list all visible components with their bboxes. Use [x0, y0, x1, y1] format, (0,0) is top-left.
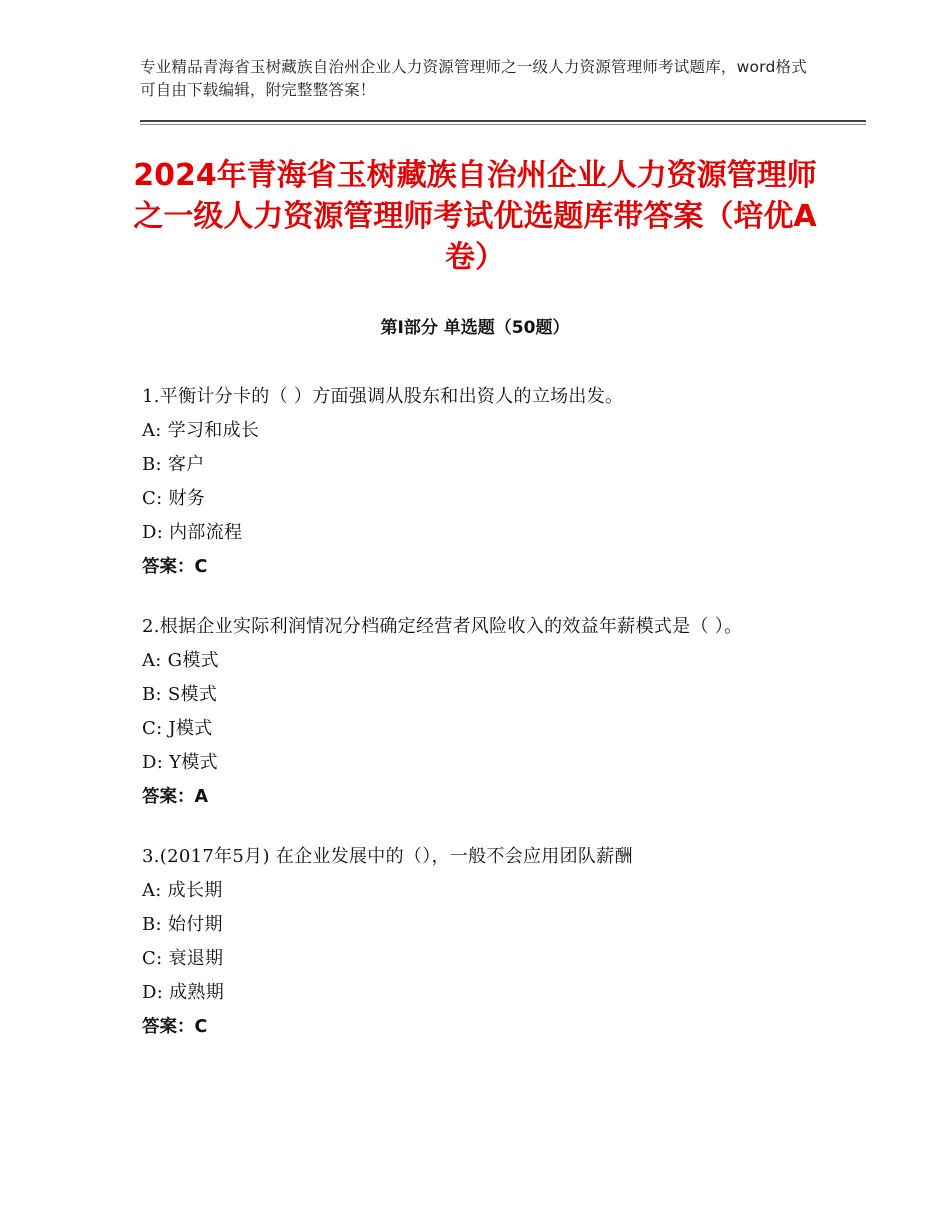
- section-title: 第Ⅰ部分 单选题（50题）: [380, 318, 570, 338]
- answer: 答案：C: [142, 1017, 208, 1037]
- answer: 答案：C: [142, 557, 208, 577]
- document-title: 2024年青海省玉树藏族自治州企业人力资源管理师之一级人力资源管理师考试优选题库带答案（培优A卷）: [133, 158, 817, 275]
- option-b: B: 客户: [142, 454, 205, 475]
- question-stem: 2.根据企业实际利润情况分档确定经营者风险收入的效益年薪模式是（ ）。: [142, 616, 743, 637]
- question-stem: 1.平衡计分卡的（ ）方面强调从股东和出资人的立场出发。: [142, 386, 624, 407]
- option-c: C: 财务: [142, 488, 206, 509]
- option-a: A: G模式: [142, 650, 219, 671]
- option-d: D: 内部流程: [142, 522, 243, 543]
- option-a: A: 学习和成长: [142, 420, 260, 441]
- question-2: [142, 614, 822, 810]
- option-a: A: 成长期: [142, 880, 223, 901]
- option-d: D: Y模式: [142, 752, 218, 773]
- header-note: 专业精品青海省玉树藏族自治州企业人力资源管理师之一级人力资源管理师考试题库，word格式可自由下载编辑，附完整整答案！: [140, 58, 807, 99]
- header-rule-thin: [140, 124, 866, 125]
- option-c: C: 衰退期: [142, 948, 224, 969]
- question-stem: 3.(2017年5月) 在企业发展中的（），一般不会应用团队薪酬: [142, 846, 633, 867]
- option-b: B: 始付期: [142, 914, 223, 935]
- option-b: B: S模式: [142, 684, 218, 705]
- question-3: [142, 844, 822, 1040]
- option-c: C: J模式: [142, 718, 213, 739]
- header-rule-thick: [140, 120, 866, 122]
- option-d: D: 成熟期: [142, 982, 225, 1003]
- question-list: [142, 384, 822, 1074]
- answer: 答案：A: [142, 787, 209, 807]
- question-1: [142, 384, 822, 580]
